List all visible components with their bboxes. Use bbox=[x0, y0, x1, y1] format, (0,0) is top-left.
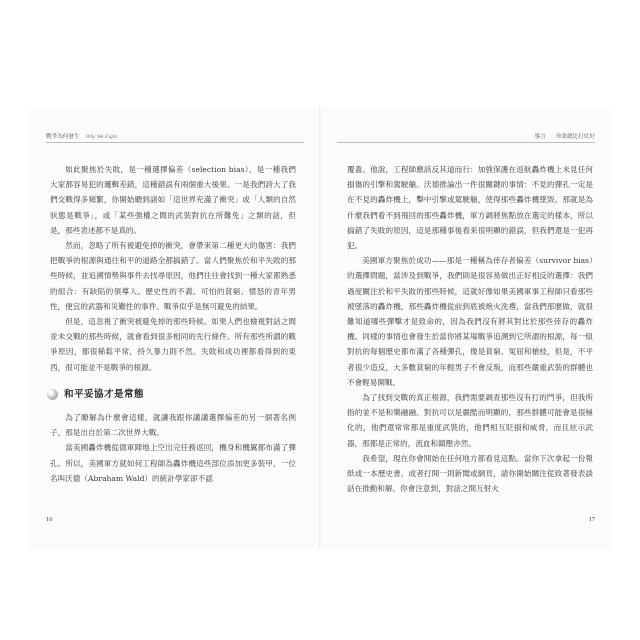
sphere-bullet-icon bbox=[47, 389, 58, 400]
paragraph: 如此聚焦於失敗，是一種選擇偏差（selection bias），是一種我們大家都容易犯的邏輯差錯，這種錯誤有兩個重大後果。一是我們誇大了我們交戰得多頻繁，你開始聽到諸如「這世界充滿了衝突」或「人類的自然狀態是戰爭」，或「某些強權之間的武裝對抗在所難免」之類的話，但是，那些表述都不是真的。 bbox=[50, 165, 296, 235]
header-title: 珍業總比打仗好 bbox=[555, 134, 595, 140]
left-page bbox=[28, 108, 320, 550]
paragraph: 但是，這忽視了衝突被避免掉的那些時候。如果人們也檢視對話之間並未交戰的那些時候，就會看到很多相同的先行條件。所有那些所謂的戰爭原因，都很稀鬆平常，持久暴力則不然。失敗和成功裡都看得到的東西，很可能並不是戰爭的根源。 bbox=[50, 317, 296, 372]
paragraph: 當美國轟炸機從德軍陣地上空出完任務返回，機身和機翼都布滿了彈孔。所以，美國軍方就如何工程師為轟炸機這些部位添加更多裝甲，一位名叫沃德（Abraham Wald）的統計學家卻不認 bbox=[50, 443, 296, 483]
paragraph: 然而，忽略了所有被避免掉的衝突，會帶來第二種更大的傷害：我們把戰爭的根源與通往和平的道路全都搞錯了。當人們聚焦於和平失敗的那些時候，並追溯情勢與事件去找尋原因，他們往往會找到一種大家都熟悉的組合：有缺陷的領導人、歷史性的不義、可怕的貧窮、憤怒的青年男性，便宜的武器和災難性的事件。戰爭似乎是無可避免的結果。 bbox=[50, 241, 296, 311]
page-number: 17 bbox=[588, 516, 595, 523]
section-heading bbox=[47, 387, 296, 402]
running-header bbox=[535, 132, 595, 140]
header-title: 戰爭為何發生 bbox=[46, 134, 80, 140]
section-title: 和平妥協才是常態 bbox=[64, 388, 145, 400]
header-title-en: Why We Fight bbox=[85, 134, 118, 140]
body-text bbox=[347, 162, 593, 496]
paragraph: 為了找到交戰的真正根源，我們需要調查那些沒有打的鬥爭，但我所指的並不是和樂融融。對抗可以是嚴酷而明顯的，那些群體可能會是很極化的，他們還常常都是重度武裝的，他們相互貶損和威脅，而且炫示武器，那都是正常的，流血和鎮壓亦然。 bbox=[347, 393, 593, 448]
paragraph: 我希望，現在你會開始在任何地方都看見這點。當你下次拿起一份報紙或一本歷史書，或者打開一則新聞或網頁，請你開始關注從致著發表談話在推動和解。你會注意到，對話之間互射火 bbox=[347, 453, 593, 494]
right-page bbox=[321, 108, 613, 550]
paragraph: 覆蓋。他說，工程師應該反其道而行：加強保護在返航轟炸機上未見任何損傷的引擎和駕駛艙。沃德推論出一件很關鍵的事情：不見的彈孔一定是在不見的轟炸機上，擊中引擎或駕駛艙，使得那些轟炸機墜毀。那就是為什麼我們看不到飛回的那些轟炸機，軍方調將焦點放在選定的樣本，所以搞錯了失敗的原因，這是那種事後看來很明顯的錯誤，但我們還是一犯再犯。 bbox=[347, 165, 593, 251]
header-section: 導言 bbox=[534, 134, 546, 140]
running-header bbox=[46, 132, 117, 140]
body-text bbox=[50, 162, 296, 486]
header-rule bbox=[337, 142, 595, 143]
paragraph: 美國軍方聚焦於成功——那是一種稱為倖存者偏差（survivor bias）的選擇問題，當涉及到戰爭，我們則是很容易做出正好相反的選擇：我們過度關注於和平失敗的那些時候，這就好像如果美國軍事工程師只看那些被墜落的轟炸機，那些轟炸機從前到底被炮火洗禮，當我們那麼做，就很難知道哪些彈擊才是致命的，因為我們沒有將其對比於那些倖存的轟炸機。同樣的事情也會發生於當你將某場戰爭追溯到它所謂的根源，每一組對抗的每個歷史都布滿了各種彈孔，像是貧窮、冤屈和槍枝，但是，不平者很少造反，大多數貧窮的年輕男子不會反叛，而那些嚴重武裝的群體也不會輕易開戰。 bbox=[347, 256, 593, 387]
header-rule bbox=[46, 142, 304, 143]
paragraph: 為了瞭解為什麼會這樣，就讓我跟你講講選擇偏差的另一個著名例子，那是出自於第二次世界大戰。 bbox=[50, 413, 296, 438]
page-number: 16 bbox=[46, 516, 53, 523]
